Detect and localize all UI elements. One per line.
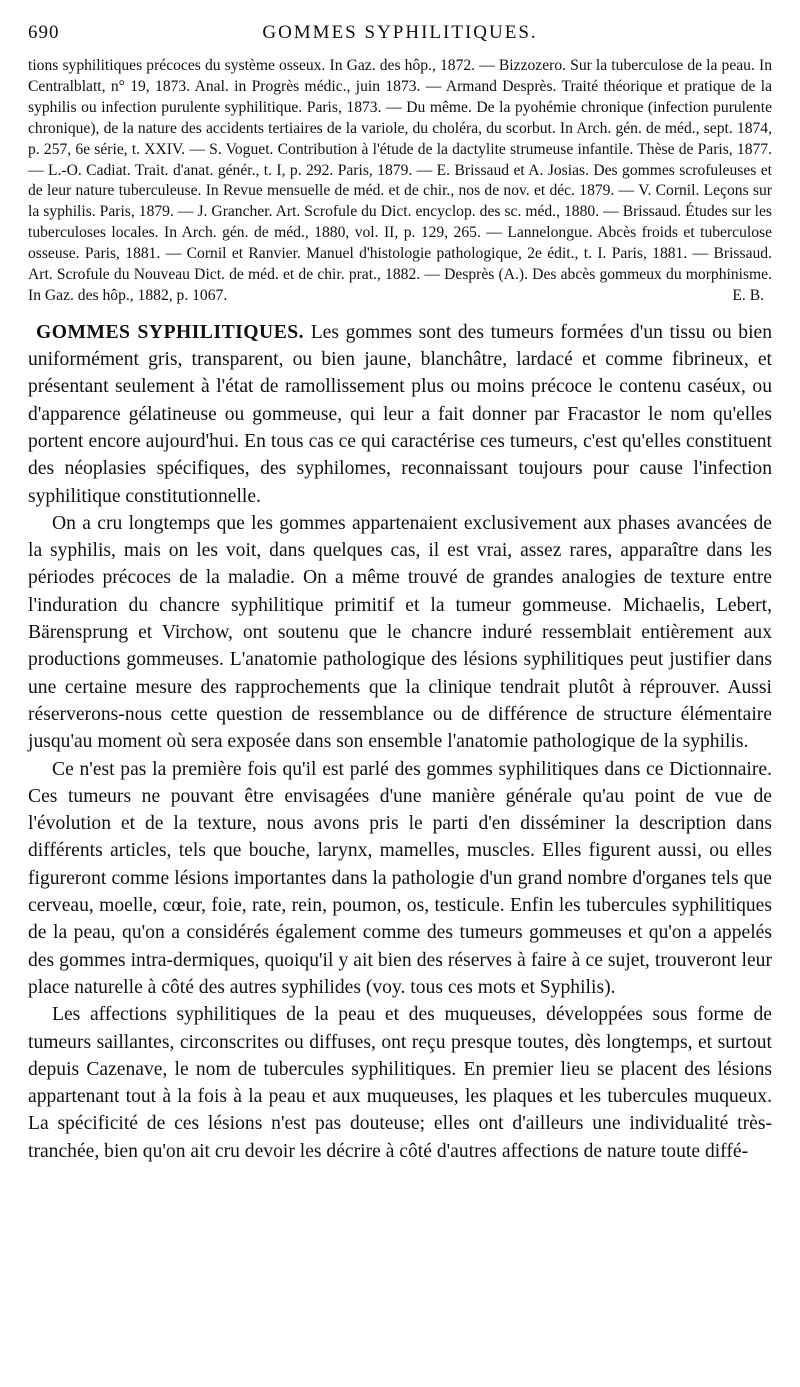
page: [28, 14, 772, 1165]
running-header: [28, 14, 772, 48]
article-body: [28, 319, 772, 1165]
running-title: GOMMES SYPHILITIQUES.: [262, 22, 538, 43]
paragraph-text: Les gommes sont des tumeurs formées d'un tissu ou bien uniformément gris, transparent, ou bien jaune, blanchâtre, lardacé et comme fibrineux, et présentant seulement à l'état de ramollissement plus ou moins précoce le contenu caséux, ou d'apparence gélatineuse ou gommeuse, qui leur a fait donner par Fracastor le nom qu'elles portent encore aujourd'hui. En tous cas ce qui caractérise ces tumeurs, c'est qu'elles constituent des néoplasies spécifiques, des syphilomes, reconnaissant toujours pour cause l'infection syphilitique constitutionnelle.: [28, 321, 773, 507]
bibliography-block: [28, 56, 772, 307]
article-paragraph-2: On a cru longtemps que les gommes appartenaient exclusivement aux phases avancées de la syphilis, mais on les voit, dans quelques cas, il est vrai, assez rares, apparaître dans les périodes précoces de la maladie. On a même trouvé de grandes analogies de texture entre l'induration du chancre syphilitique primitif et la tumeur gommeuse. Michaelis, Lebert, Bärensprung et Virchow, ont soutenu que le chancre induré ressemblait entièrement aux productions gommeuses. L'anatomie pathologique des lésions syphilitiques peut justifier dans une certaine mesure des rapprochements que la clinique tendrait plutôt à réprouver. Aussi réserverons-nous cette question de ressemblance ou de différence de structure élémentaire jusqu'au moment où sera exposée dans son ensemble l'anatomie pathologique de la syphilis.: [28, 512, 772, 753]
article-headword: GOMMES SYPHILITIQUES.: [36, 321, 305, 343]
bibliography-text: tions syphilitiques précoces du système osseux. In Gaz. des hôp., 1872. — Bizzozero. Sur la tuberculose de la peau. In Centralblatt, n° 19, 1873. Anal. in Progrès médic., juin 1873. — Armand Desprès. Traité théorique et pratique de la syphilis ou infection purulente syphilitique. Paris, 1873. — Du même. De la pyohémie chronique (infection purulente chronique), de la nature des accidents tertiaires de la variole, du choléra, du scorbut. In Arch. gén. de méd., sept. 1874, p. 257, 6e série, t. XXIV. — S. Voguet. Contribution à l'étude de la dactylite strumeuse infantile. Thèse de Paris, 1877. — L.-O. Cadiat. Trait. d'anat. génér., t. I, p. 292. Paris, 1879. — E. Brissaud et A. Josias. Des gommes scrofuleuses et de leur nature tuberculeuse. In Revue mensuelle de méd. et de chir., nos de nov. et déc. 1879. — V. Cornil. Leçons sur la syphilis. Paris, 1879. — J. Grancher. Art. Scrofule du Dict. encyclop. des sc. méd., 1880. — Brissaud. Études sur les tuberculoses locales. In Arch. gén. de méd., 1880, vol. II, p. 129, 265. — Lannelongue. Abcès froids et tuberculose osseuse. Paris, 1881. — Cornil et Ranvier. Manuel d'histologie pathologique, 2e édit., t. I. Paris, 1881. — Brissaud. Art. Scrofule du Nouveau Dict. de méd. et de chir. prat., 1882. — Desprès (A.). Des abcès gommeux du morphinisme. In Gaz. des hôp., 1882, p. 1067.: [28, 57, 772, 304]
author-signature: E. B.: [732, 286, 764, 304]
article-paragraph-3: Ce n'est pas la première fois qu'il est parlé des gommes syphilitiques dans ce Dictionnaire. Ces tumeurs ne pouvant être envisagées d'une manière générale qu'au point de vue de l'évolution et de la texture, nous avons pris le parti d'en disséminer la description dans différents articles, tels que bouche, larynx, mamelles, muscles. Elles figurent aussi, ou elles figureront comme lésions importantes dans la pathologie d'un grand nombre d'organes tels que cerveau, moelle, cœur, foie, rate, rein, poumon, os, testicule. Enfin les tubercules syphilitiques de la peau, qu'on a considérés également comme des tumeurs gommeuses et qu'on a appelés des gommes intra-dermiques, quoiqu'il y ait bien des réserves à faire à ce sujet, trouveront leur place naturelle à côté des autres syphilides (voy. tous ces mots et Syphilis).: [28, 758, 772, 998]
page-number: 690: [28, 22, 60, 43]
article-paragraph-1: [28, 319, 772, 510]
article-paragraph-4: Les affections syphilitiques de la peau et des muqueuses, développées sous forme de tumeurs saillantes, circonscrites ou diffuses, ont reçu presque toutes, dès longtemps, et surtout depuis Cazenave, le nom de tubercules syphilitiques. En premier lieu se placent des lésions appartenant tout à la fois à la peau et aux muqueuses, les plaques et les tubercules muqueux. La spécificité de ces lésions n'est pas douteuse; elles ont d'ailleurs une individualité très-tranchée, bien qu'on ait cru devoir les décrire à côté d'autres affections de nature toute diffé-: [28, 1004, 772, 1162]
